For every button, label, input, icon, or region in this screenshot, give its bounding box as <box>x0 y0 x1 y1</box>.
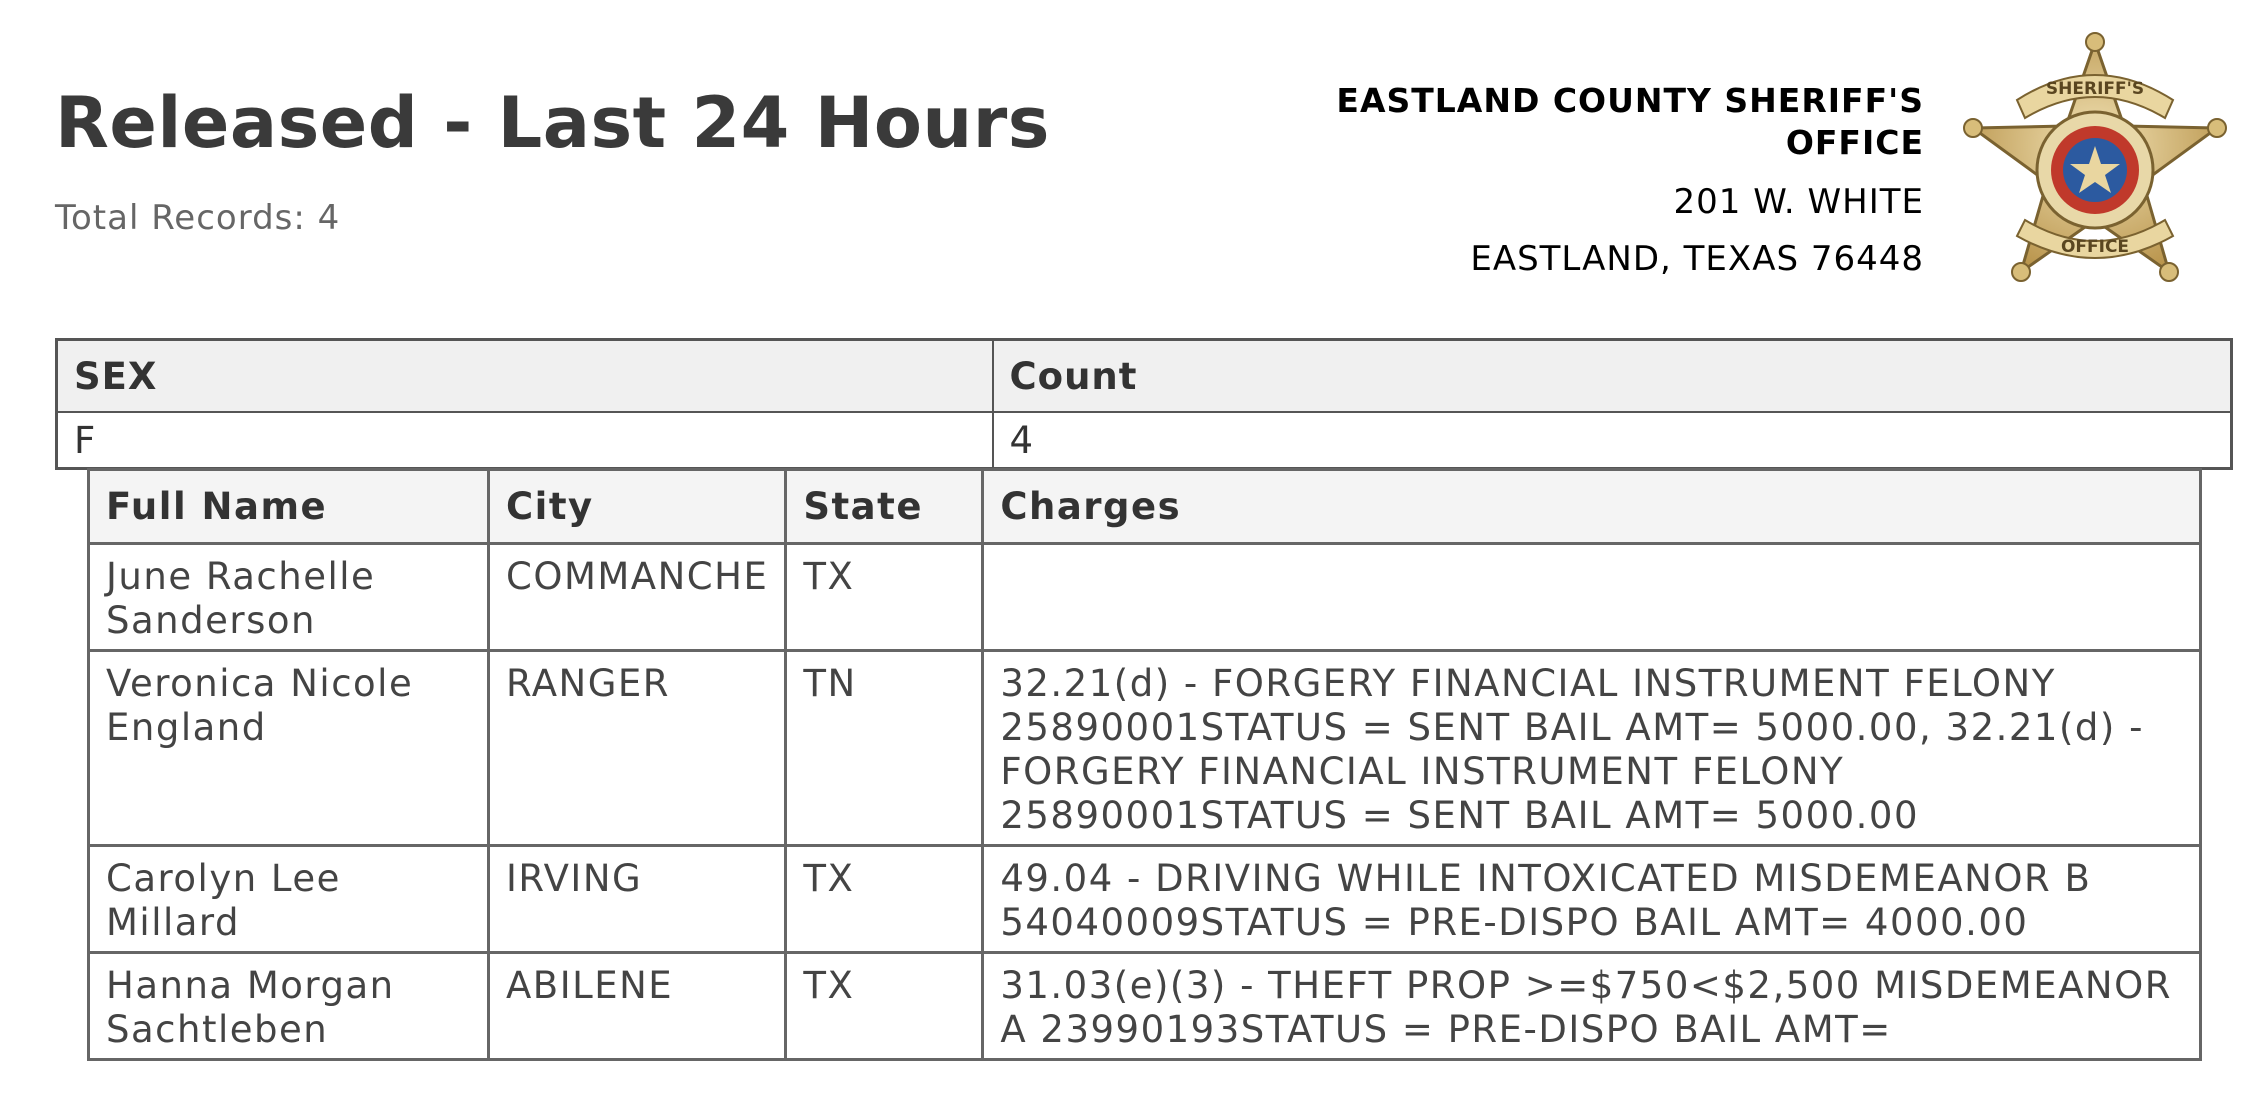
page-title: Released - Last 24 Hours <box>55 82 1050 164</box>
column-header-sex: SEX <box>57 340 993 413</box>
badge-text-bottom: OFFICE <box>2060 237 2130 257</box>
state-cell: TX <box>786 544 983 651</box>
table-row <box>89 953 2201 1060</box>
sex-summary-table <box>55 338 2233 470</box>
office-city-state: EASTLAND, TEXAS 76448 <box>1470 239 1924 279</box>
state-cell: TX <box>786 953 983 1060</box>
office-address: 201 W. WHITE <box>1673 182 1924 222</box>
column-header-count: Count <box>993 340 2232 413</box>
column-header-charges: Charges <box>983 470 2201 544</box>
office-name-line2: OFFICE <box>1785 123 1924 162</box>
sex-value: F <box>57 412 993 469</box>
charges-cell: 31.03(e)(3) - THEFT PROP >=$750<$2,500 MISDEMEANOR A 23990193STATUS = PRE-DISPO BAIL AMT= <box>983 953 2201 1060</box>
table-row <box>57 412 2232 469</box>
office-name-line1: EASTLAND COUNTY SHERIFF'S <box>1336 81 1924 120</box>
total-records: Total Records: 4 <box>55 198 341 238</box>
city-cell: RANGER <box>489 651 786 846</box>
state-cell: TN <box>786 651 983 846</box>
full-name-cell: Hanna Morgan Sachtleben <box>89 953 489 1060</box>
city-cell: COMMANCHE <box>489 544 786 651</box>
charges-cell: 49.04 - DRIVING WHILE INTOXICATED MISDEMEANOR B 54040009STATUS = PRE-DISPO BAIL AMT= 4000.00 <box>983 846 2201 953</box>
charges-cell <box>983 544 2201 651</box>
state-cell: TX <box>786 846 983 953</box>
column-header-city: City <box>489 470 786 544</box>
full-name-cell: Veronica Nicole England <box>89 651 489 846</box>
office-info <box>1204 80 1924 288</box>
full-name-cell: Carolyn Lee Millard <box>89 846 489 953</box>
column-header-full-name: Full Name <box>89 470 489 544</box>
count-value: 4 <box>993 412 2232 469</box>
full-name-cell: June Rachelle Sanderson <box>89 544 489 651</box>
table-row <box>89 651 2201 846</box>
city-cell: IRVING <box>489 846 786 953</box>
sheriff-star-badge-icon <box>1955 30 2235 305</box>
column-header-state: State <box>786 470 983 544</box>
city-cell: ABILENE <box>489 953 786 1060</box>
table-row <box>89 846 2201 953</box>
table-row <box>89 544 2201 651</box>
badge-text-top: SHERIFF'S <box>2045 79 2145 99</box>
charges-cell: 32.21(d) - FORGERY FINANCIAL INSTRUMENT FELONY 25890001STATUS = SENT BAIL AMT= 5000.00, 32.21(d) - FORGERY FINANCIAL INSTRUMENT FELONY 25890001STATUS = SENT BAIL AMT= 5000.00 <box>983 651 2201 846</box>
released-records-table <box>87 468 2202 1061</box>
